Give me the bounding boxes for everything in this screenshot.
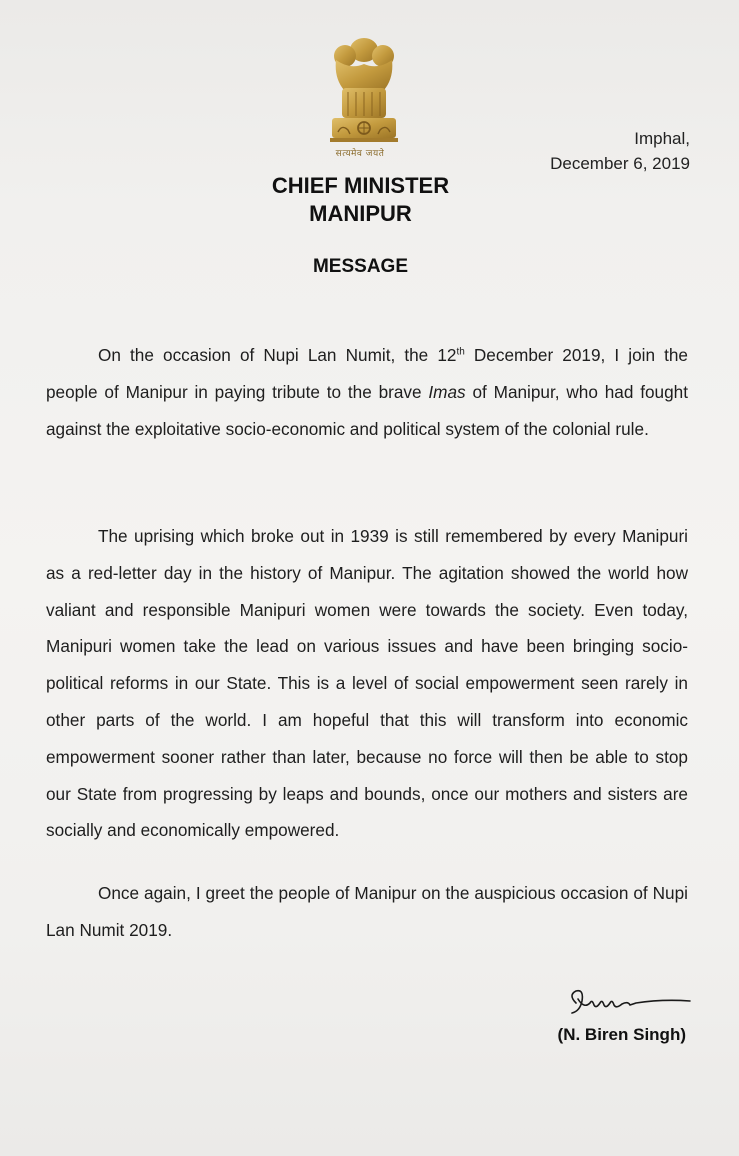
ashoka-emblem-icon [318, 34, 410, 162]
paragraph-1-text-b: December 2019, I join the people of Manipur in paying tribute to the brave [46, 345, 688, 402]
paragraph-1-text-a: On the occasion of Nupi Lan Numit, the 12 [98, 345, 457, 365]
paragraph-3-text: Once again, I greet the people of Manipur on the auspicious occasion of Nupi Lan Numit 2019. [46, 883, 688, 940]
office-title: CHIEF MINISTER [271, 173, 450, 198]
handwritten-signature [562, 985, 702, 1025]
signer-name: (N. Biren Singh) [557, 1025, 686, 1044]
paragraph-2-text: The uprising which broke out in 1939 is still remembered by every Manipuri as a red-letter day in the history of Manipur. The agitation showed the world how valiant and responsible Manipuri women were towards the society. Even today, Manipuri women take the lead on various issues and have been bringing socio-political reforms in our State. This is a level of social empowerment seen rarely in other parts of the world. I am hopeful that this will transform into economic empowerment sooner rather than later, because no force will then be able to stop our State from progressing by leaps and bounds, once our mothers and sisters are socially and economically empowered. [46, 526, 688, 841]
paragraph-1-italic: Imas [428, 381, 466, 402]
place: Imphal, [634, 129, 690, 148]
paragraph-1 [46, 337, 688, 447]
date: December 6, 2019 [550, 154, 690, 173]
office-state: MANIPUR [309, 201, 412, 226]
paragraph-1-superscript: th [456, 346, 465, 358]
paragraph-1-text-c: of Manipur, who had fought against the exploitative socio-economic and political system of the colonial rule. [46, 381, 688, 439]
place-date-block [550, 126, 690, 176]
paragraph-2 [46, 518, 688, 849]
paragraph-3 [46, 875, 688, 949]
emblem-motto: सत्यमेव जयते [335, 149, 385, 159]
message-heading: MESSAGE [312, 256, 409, 277]
